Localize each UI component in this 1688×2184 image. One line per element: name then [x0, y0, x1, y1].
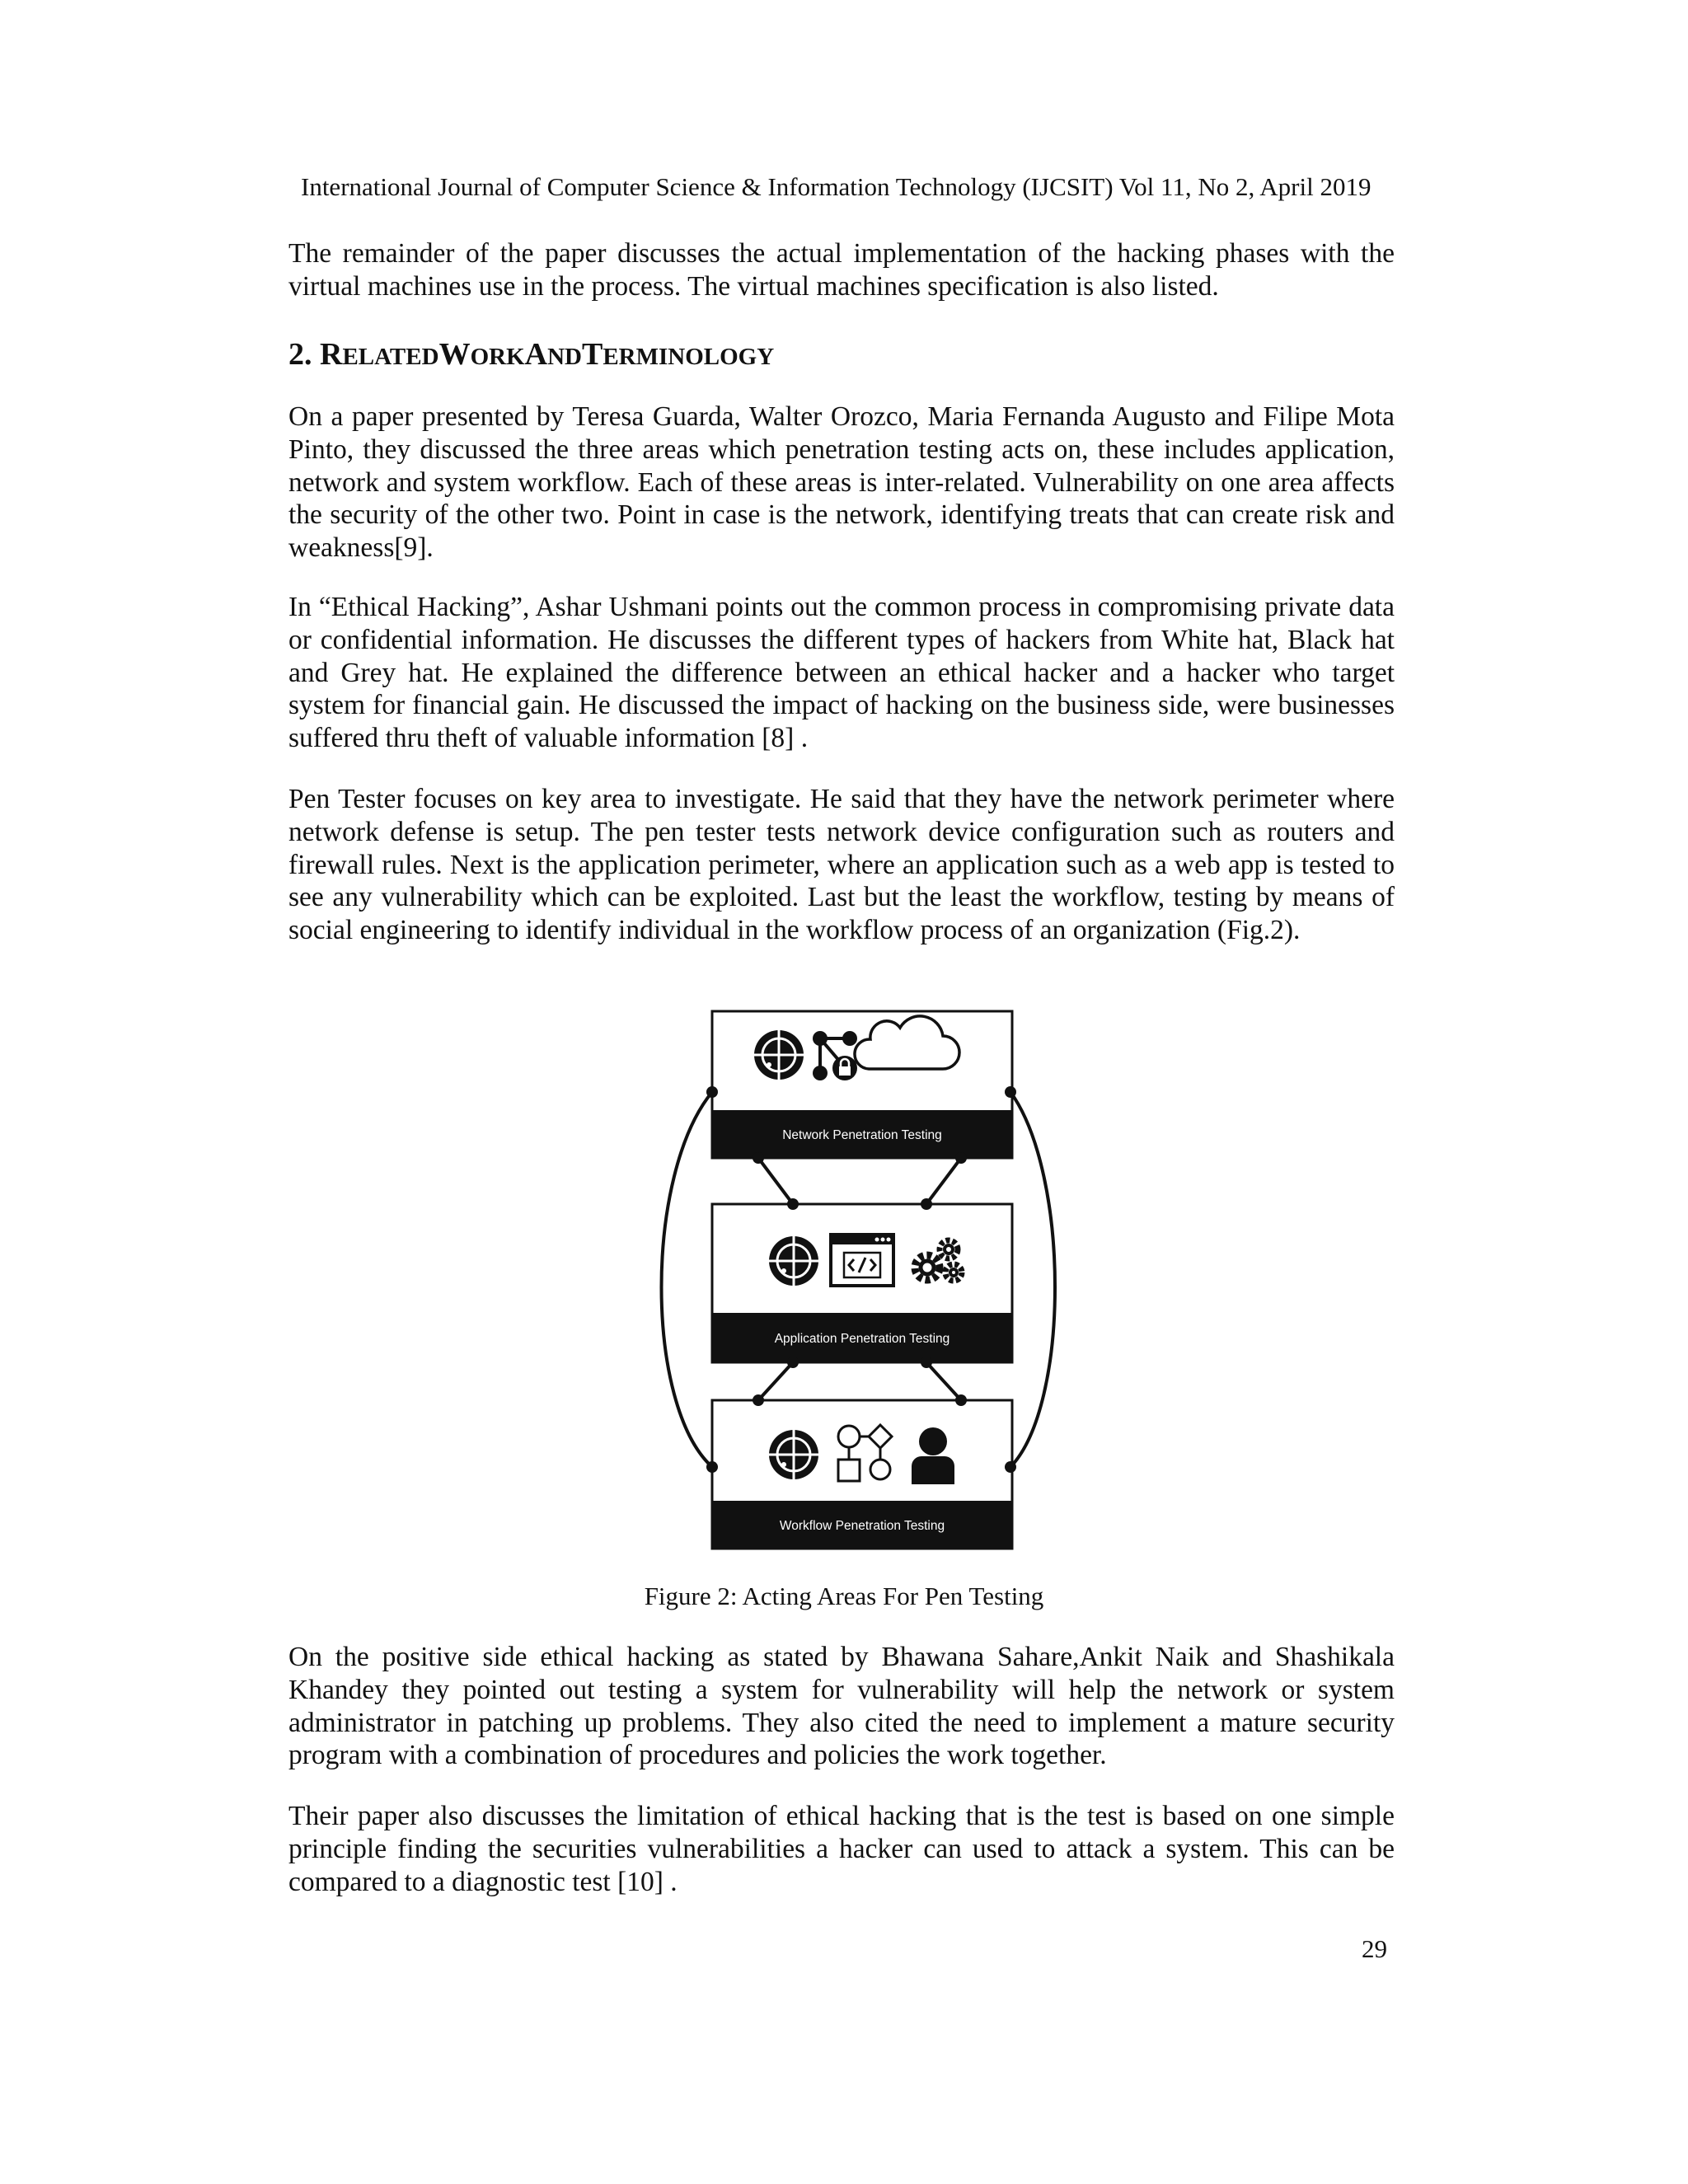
connector-1-2-right: [926, 1158, 961, 1204]
application-testing-label: Application Penetration Testing: [774, 1332, 950, 1346]
workflow-testing-box: [712, 1400, 1012, 1549]
page-number: 29: [1362, 1934, 1387, 1963]
heading-word-4-cap: T: [581, 337, 603, 372]
heading-word-1-rest: ELATED: [342, 344, 439, 370]
running-header: International Journal of Computer Science & Information Technology (IJCSIT) Vol 11, No 2, April 2019: [301, 172, 1372, 201]
heading-word-1-cap: R: [320, 337, 343, 372]
paragraph-pen-tester: Pen Tester focuses on key area to investigate. He said that they have the network perimeter where network defense is setup. The pen tester tests network device configuration such as routers and firewall rules. Next is the application perimeter, where an application such as a web app is tested to see any vulnerability which can be exploited. Last but the least the workflow, testing by means of social engineering to identify individual in the workflow process of an organization (Fig.2).: [288, 784, 1395, 946]
workflow-testing-label: Workflow Penetration Testing: [779, 1519, 945, 1533]
heading-word-2-rest: ORK: [470, 344, 525, 370]
paragraph-guarda: On a paper presented by Teresa Guarda, Walter Orozco, Maria Fernanda Augusto and Filipe Mota Pinto, they discussed the three areas which penetration testing acts on, these includes application, network and system workflow. Each of these areas is inter-related. Vulnerability on one area affects the security of the other two. Point in case is the network, identifying treats that can create risk and weakness[9].: [288, 401, 1395, 564]
section-number: 2.: [288, 337, 312, 372]
paragraph-sahare: On the positive side ethical hacking as stated by Bhawana Sahare,Ankit Naik and Shashikala Khandey they pointed out testing a system for vulnerability will help the network or system administrator in patching up problems. They also cited the need to implement a mature security program with a combination of procedures and policies the work together.: [288, 1642, 1395, 1771]
application-testing-box: [712, 1204, 1012, 1362]
left-arc-connector: [662, 1092, 713, 1467]
heading-word-3-cap: A: [524, 337, 548, 372]
paragraph-ushmani: In “Ethical Hacking”, Ashar Ushmani points out the common process in compromising private data or confidential information. He discusses the different types of hackers from White hat, Black hat and Grey hat. He explained the difference between an ethical hacker and a hacker who target system for financial gain. He discussed the impact of hacking on the business side, were businesses suffered thru theft of valuable information [8] .: [288, 592, 1395, 754]
heading-word-4-rest: ERMINOLOGY: [603, 344, 775, 370]
paragraph-limitation: Their paper also discusses the limitation of ethical hacking that is the test is based on one simple principle finding the securities vulnerabilities a hacker can used to attack a system. This can be compared to a diagnostic test [10] .: [288, 1801, 1395, 1897]
radar-icon: [769, 1236, 818, 1286]
connector-2-3-right: [926, 1362, 961, 1400]
network-testing-label: Network Penetration Testing: [782, 1128, 942, 1142]
code-window-icon: [831, 1235, 893, 1286]
radar-icon: [754, 1030, 804, 1080]
right-arc-connector: [1010, 1092, 1055, 1467]
network-testing-box: [712, 1011, 1012, 1158]
intro-closing-paragraph: The remainder of the paper discusses the actual implementation of the hacking phases with the virtual machines use in the process. The virtual machines specification is also listed.: [288, 238, 1395, 302]
connector-2-3-left: [758, 1362, 793, 1400]
heading-word-2-cap: W: [438, 337, 471, 372]
figure-caption: Figure 2: Acting Areas For Pen Testing: [644, 1582, 1044, 1610]
figure-diagram: [635, 1010, 1080, 1554]
section-heading: [288, 334, 774, 377]
radar-icon: [769, 1430, 818, 1479]
connector-1-2-left: [758, 1158, 793, 1204]
heading-word-3-rest: ND: [547, 344, 582, 370]
figure-acting-areas: [635, 1010, 1080, 1554]
